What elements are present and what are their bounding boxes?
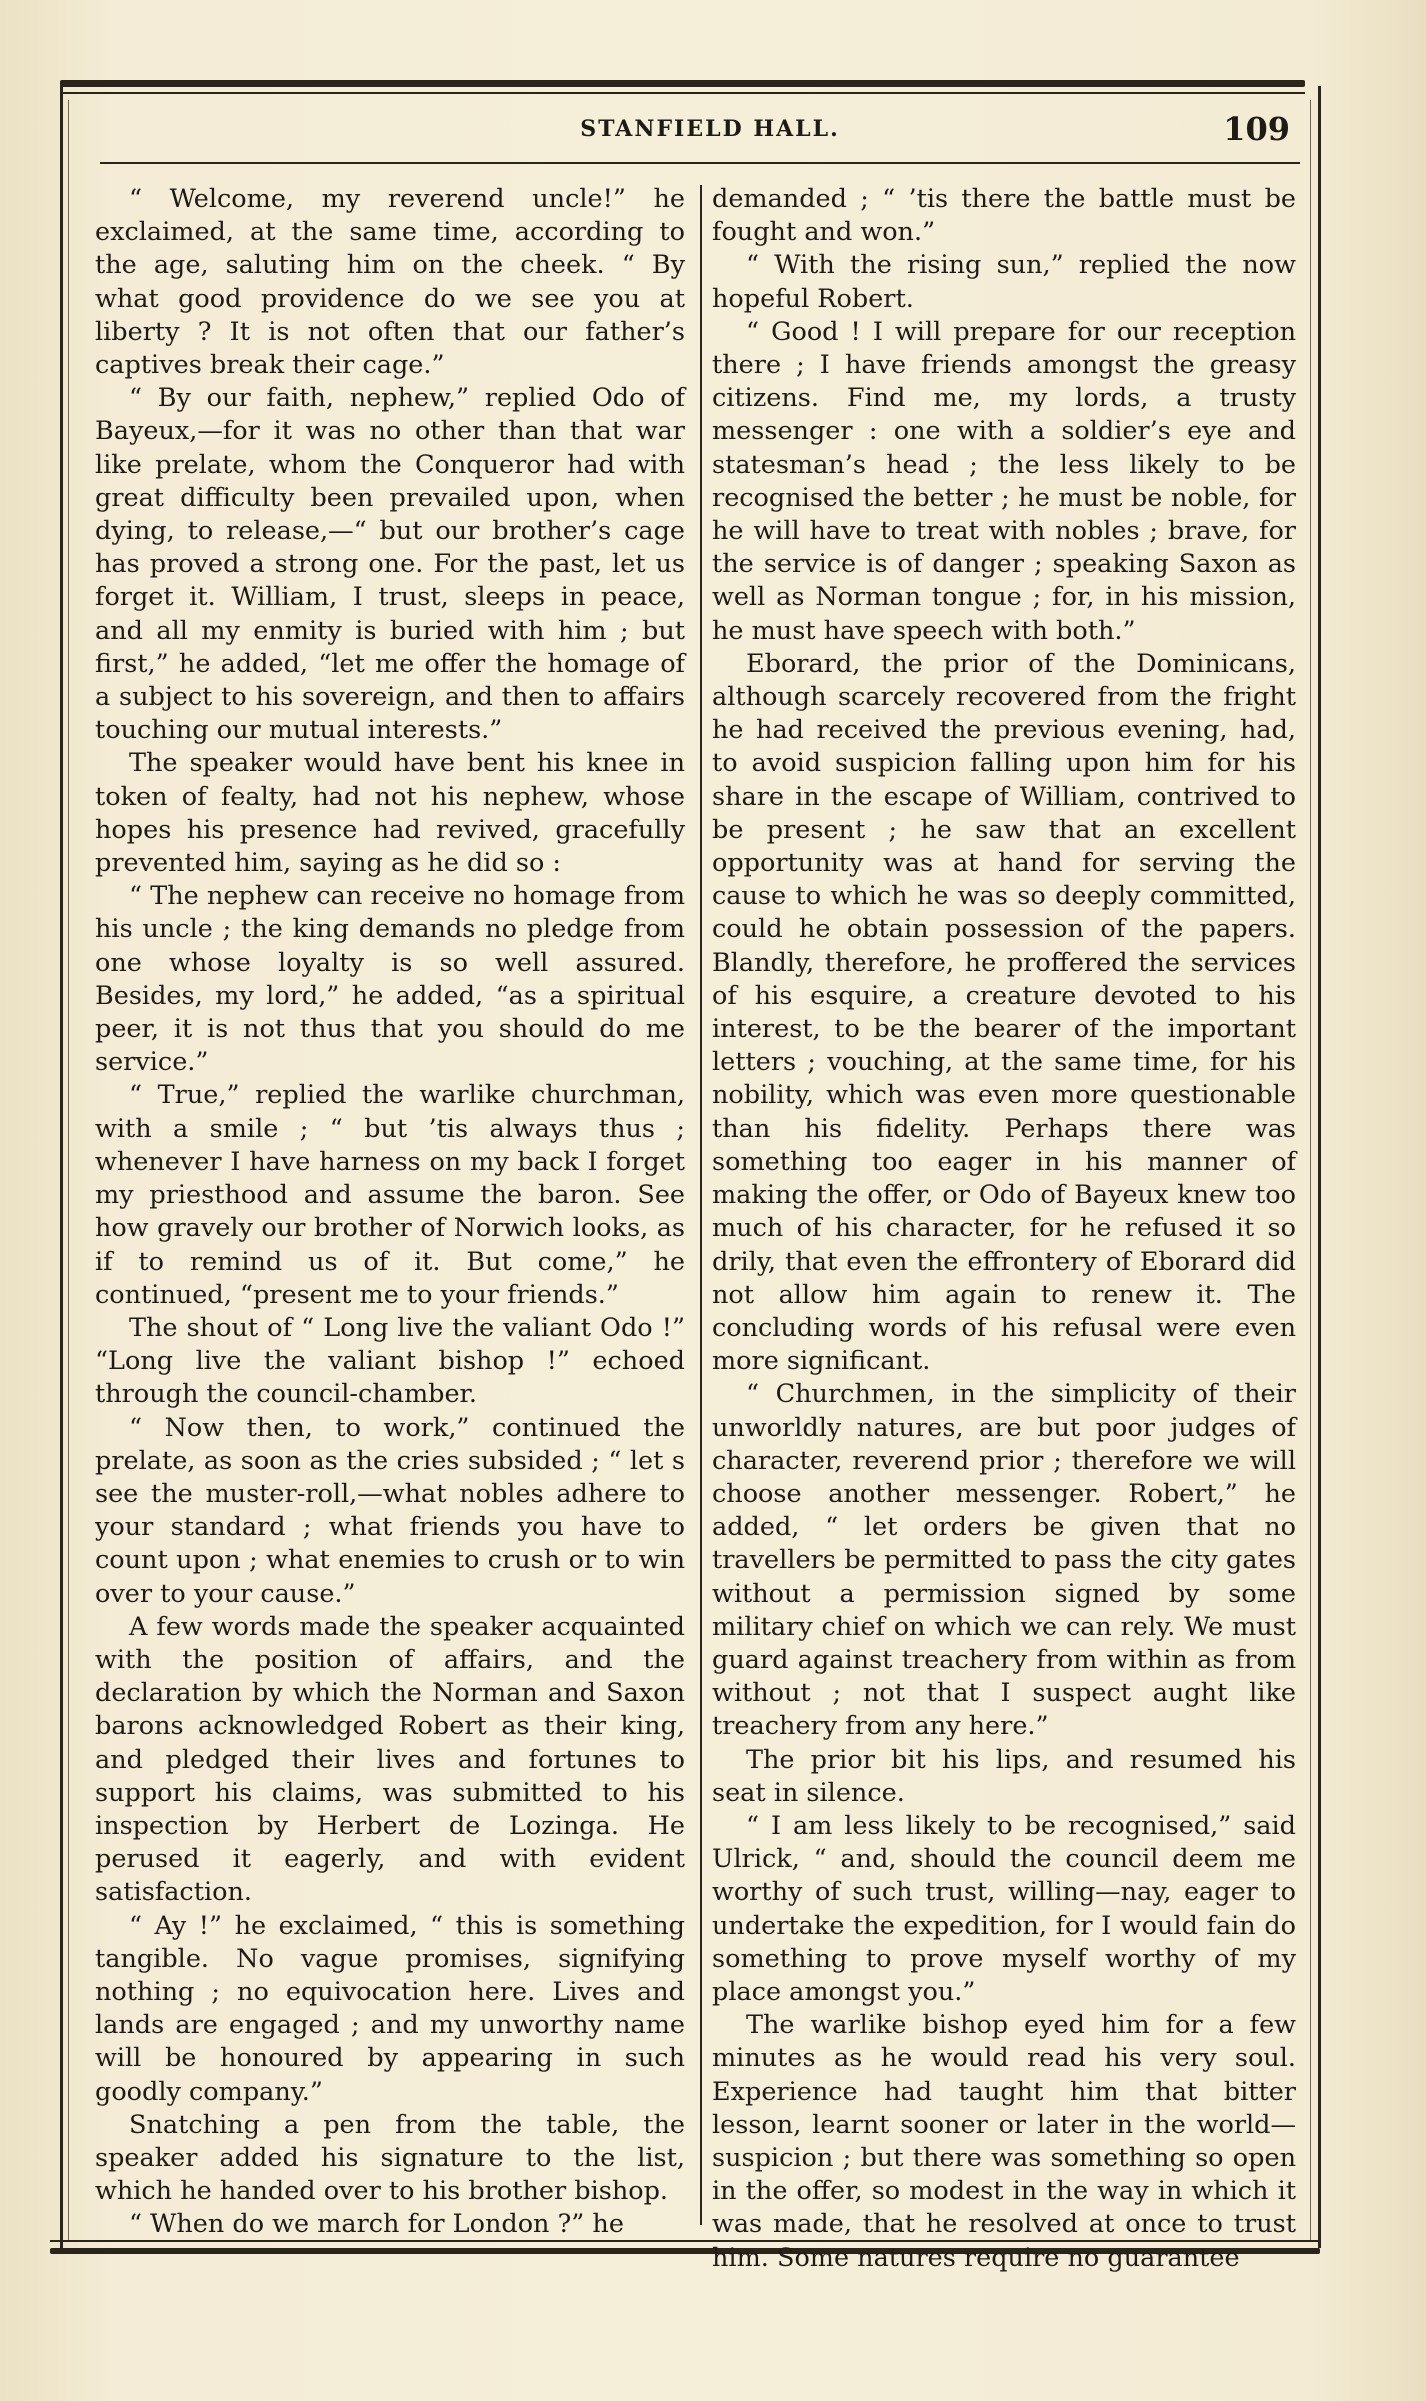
paragraph: “ When do we march for London ?” he xyxy=(129,2209,624,2240)
paragraph: “ The nephew can receive no homage from his uncle ; the king demands no pledge from one whose loyalty is so well assured. Besides, my lord,” he added, “as a spiritual peer, it is not thus that you should do me service.” xyxy=(95,881,685,1078)
top-border-thick-rule xyxy=(60,80,1305,87)
paragraph: “ Now then, to work,” continued the prelate, as soon as the cries subsided ; “ let s see the muster-roll,—what nobles adhere to your standard ; what friends you have to count upon ; what enemies to crush or to win over to your cause.” xyxy=(95,1412,685,1609)
paragraph: The shout of “ Long live the valiant Odo !” “Long live the valiant bishop !” echoed through the council-chamber. xyxy=(95,1312,685,1410)
right-column xyxy=(712,183,1296,2275)
running-title: STANFIELD HALL. xyxy=(580,116,840,142)
left-inner-rule xyxy=(68,100,69,2240)
paragraph: “ Welcome, my reverend uncle!” he exclaimed, at the same time, according to the age, saluting him on the cheek. “ By what good providence do we see you at liberty ? It is not often that our father’s captives break their cage.” xyxy=(95,184,685,381)
column-divider xyxy=(700,185,702,2225)
page-number: 109 xyxy=(1223,110,1290,148)
paragraph: “ With the rising sun,” replied the now hopeful Robert. xyxy=(712,250,1296,314)
paragraph: “ By our faith, nephew,” replied Odo of Bayeux,—for it was no other than that war like prelate, whom the Conqueror had with great difficulty been prevailed upon, when dying, to release,—“ but our brother’s cage has proved a strong one. For the past, let us forget it. William, I trust, sleeps in peace, and all my enmity is buried with him ; but first,” he added, “let me offer the homage of a subject to his sovereign, and then to affairs touching our mutual interests.” xyxy=(95,383,685,746)
paragraph: “ I am less likely to be recognised,” said Ulrick, “ and, should the council deem me worthy of such trust, willing—nay, eager to undertake the expedition, for I would fain do something to prove myself worthy of my place amongst you.” xyxy=(712,1810,1296,2007)
paragraph: “ Good ! I will prepare for our reception there ; I have friends amongst the greasy citizens. Find me, my lords, a trusty messenger : one with a soldier’s eye and statesman’s head ; the less likely to be recognised the better ; he must be noble, for he will have to treat with nobles ; brave, for the service is of danger ; speaking Saxon as well as Norman tongue ; for, in his mission, he must have speech with both.” xyxy=(712,316,1296,646)
top-border-thin-rule xyxy=(60,92,1305,94)
left-border-rule xyxy=(60,86,63,2248)
paragraph: The warlike bishop eyed him for a few minutes as he would read his very soul. Experience had taught him that bitter lesson, learnt sooner or later in the world—suspicion ; but there was something so open in the offer, so modest in the way in which it was made, that he resolved at once to trust him. Some natures require no guarantee xyxy=(712,2010,1296,2273)
left-column xyxy=(95,183,685,2242)
paragraph: The prior bit his lips, and resumed his seat in silence. xyxy=(712,1744,1296,1808)
paragraph: The speaker would have bent his knee in token of fealty, had not his nephew, whose hopes his presence had revived, gracefully prevented him, saying as he did so : xyxy=(95,748,685,879)
paragraph: “ Ay !” he exclaimed, “ this is something tangible. No vague promises, signifying nothing ; no equivocation here. Lives and lands are engaged ; and my unworthy name will be honoured by appearing in such goodly company.” xyxy=(95,1910,685,2107)
right-inner-rule xyxy=(1310,100,1311,2240)
paragraph: Eborard, the prior of the Dominicans, although scarcely recovered from the fright he had received the previous evening, had, to avoid suspicion falling upon him for his share in the escape of William, contrived to be present ; he saw that an excellent opportunity was at hand for serving the cause to which he was so deeply committed, could he obtain possession of the papers. Blandly, therefore, he proffered the services of his esquire, a creature devoted to his interest, to be the bearer of the important letters ; vouching, at the same time, for his nobility, which was even more questionable than his fidelity. Perhaps there was something too eager in his manner of making the offer, or Odo of Bayeux knew too much of his character, for he refused it so drily, that even the effrontery of Eborard did not allow him again to renew it. The concluding words of his refusal were even more significant. xyxy=(712,648,1296,1377)
right-border-rule xyxy=(1318,86,1321,2248)
header-rule xyxy=(100,162,1300,164)
paragraph: A few words made the speaker acquainted with the position of affairs, and the declaration by which the Norman and Saxon barons acknowledged Robert as their king, and pledged their lives and fortunes to support his claims, was submitted to his inspection by Herbert de Lozinga. He perused it eagerly, and with evident satisfaction. xyxy=(95,1611,685,1908)
paragraph: “ True,” replied the warlike churchman, with a smile ; “ but ’tis always thus ; whenever I have harness on my back I forget my priesthood and assume the baron. See how gravely our brother of Norwich looks, as if to remind us of it. But come,” he continued, “present me to your friends.” xyxy=(95,1080,685,1310)
paragraph: Snatching a pen from the table, the speaker added his signature to the list, which he handed over to his brother bishop. xyxy=(95,2109,685,2207)
paragraph: “ Churchmen, in the simplicity of their unworldly natures, are but poor judges of character, reverend prior ; therefore we will choose another messenger. Robert,” he added, “ let orders be given that no travellers be permitted to pass the city gates without a permission signed by some military chief on which we can rely. We must guard against treachery from within as from without ; not that I suspect aught like treachery from any here.” xyxy=(712,1379,1296,1742)
paragraph: demanded ; “ ’tis there the battle must be fought and won.” xyxy=(712,184,1296,248)
